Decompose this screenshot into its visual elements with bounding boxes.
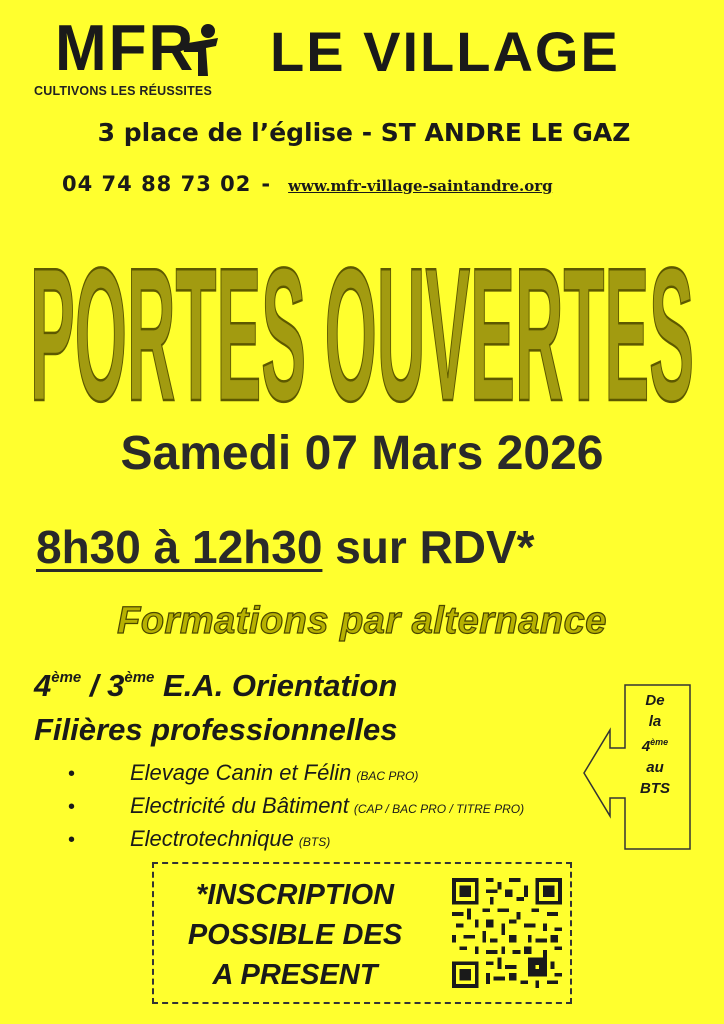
grade-3-suffix: ème	[124, 669, 155, 686]
inscription-line: A PRESENT	[212, 959, 378, 991]
course-level: (BTS)	[298, 835, 331, 849]
range-grade: 4	[641, 738, 651, 755]
list-item	[68, 793, 524, 826]
course-name: Elevage Canin et Félin	[130, 760, 352, 785]
event-hours	[36, 520, 535, 574]
list-item	[68, 760, 524, 793]
contact-line	[62, 172, 553, 196]
range-line: au	[646, 759, 664, 776]
course-name: Electrotechnique	[130, 826, 294, 851]
filieres-title: Filières professionnelles	[34, 712, 398, 747]
range-line: la	[648, 713, 662, 730]
mfr-logo-text: MFR	[55, 12, 196, 85]
logo-tagline: CULTIVONS LES RÉUSSITES	[34, 84, 213, 98]
orientation-label: E.A. Orientation	[154, 668, 398, 703]
bullet-icon: •	[68, 796, 76, 818]
inscription-text	[160, 875, 430, 995]
mfr-person-logo-icon	[178, 22, 222, 78]
range-line: BTS	[640, 780, 670, 797]
bullet-icon: •	[68, 829, 76, 851]
website-link[interactable]: www.mfr-village-saintandre.org	[288, 177, 553, 195]
course-list	[68, 760, 524, 859]
address: 3 place de l’église - ST ANDRE LE GAZ	[97, 118, 631, 147]
qr-code-icon[interactable]	[452, 878, 562, 988]
inscription-line: *INSCRIPTION	[195, 879, 395, 911]
hours-range: 8h30 à 12h30	[36, 521, 323, 573]
grade-separator: /	[81, 668, 108, 703]
school-title: LE VILLAGE	[270, 20, 620, 83]
grade-4: 4	[34, 668, 52, 703]
course-level: (CAP / BAC PRO / TITRE PRO)	[353, 802, 525, 816]
orientation-line	[34, 668, 397, 704]
list-item	[68, 826, 524, 859]
phone-number: 04 74 88 73 02	[62, 172, 252, 196]
level-range-box	[625, 690, 685, 799]
bullet-icon: •	[68, 763, 76, 785]
grade-3: 3	[107, 668, 125, 703]
rdv-note: sur RDV*	[322, 521, 535, 573]
contact-separator: -	[261, 172, 271, 196]
range-grade-suffix: ème	[650, 737, 669, 747]
headline-text: PORTES OUVERTES	[30, 229, 694, 422]
programs-heading: Formations par alternance	[117, 600, 607, 642]
headline-portes-ouvertes	[0, 212, 724, 422]
course-name: Electricité du Bâtiment	[130, 793, 349, 818]
grade-4-suffix: ème	[51, 669, 82, 686]
course-level: (BAC PRO)	[356, 769, 419, 783]
range-line: De	[645, 692, 665, 709]
inscription-line: POSSIBLE DES	[187, 919, 403, 951]
range-line	[625, 732, 685, 757]
event-date: Samedi 07 Mars 2026	[120, 427, 604, 480]
